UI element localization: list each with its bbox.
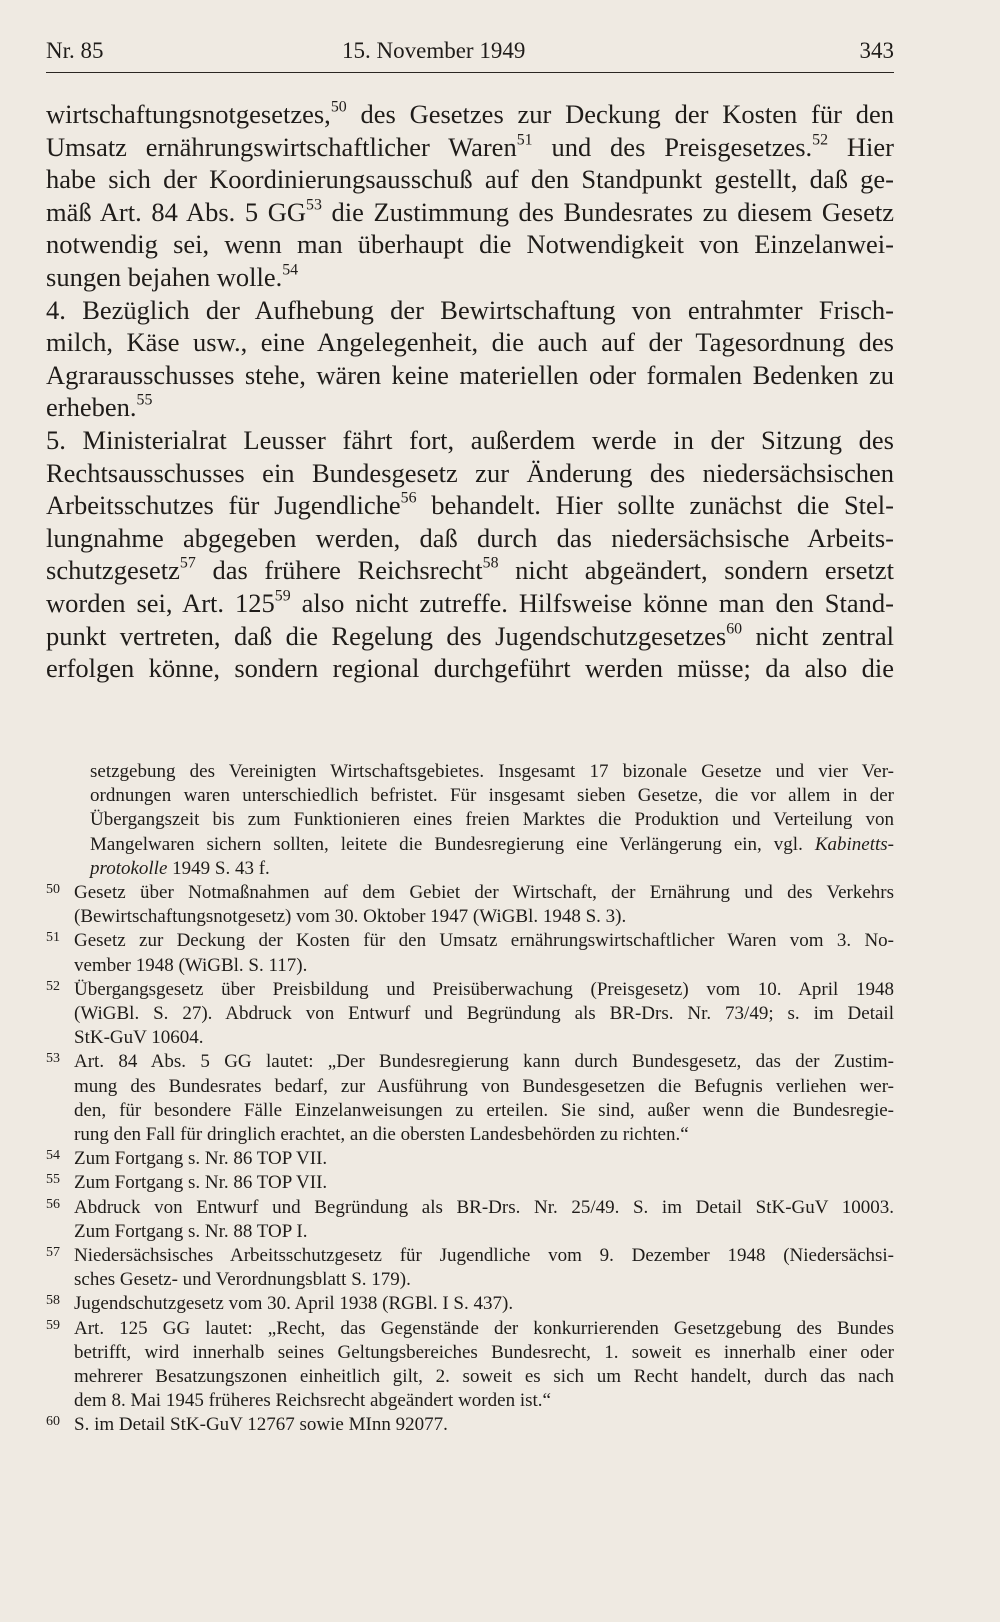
text-segment: behandelt. Hier sollte zunächst die Stel- [416, 490, 894, 521]
footnote-ref: 56 [400, 489, 417, 507]
footnote [46, 1244, 894, 1292]
footnote-line: Niedersächsisches Arbeitsschutzgesetz für Jugendliche vom 9. Dezember 1948 (Niedersächsi- [74, 1245, 894, 1267]
footnote [46, 1413, 894, 1437]
footnote-number: 57 [46, 1245, 60, 1261]
text-segment: milch, Käse usw., eine Angelegenheit, die auch auf der Tagesordnung des [46, 327, 894, 358]
text-segment: das frühere Reichsrecht [195, 555, 483, 586]
text-line [46, 620, 894, 653]
main-text [46, 98, 894, 685]
footnote-ref: 59 [274, 587, 291, 605]
text-segment: schutzgesetz [46, 555, 180, 586]
text-line [46, 228, 894, 261]
footnote-ref: 50 [330, 98, 347, 116]
footnote [46, 1147, 894, 1171]
footnote-line: setzgebung des Vereinigten Wirtschaftsgebietes. Insgesamt 17 bizonale Gesetze und vier Ver- [90, 761, 894, 782]
footnote-ref: 60 [726, 620, 743, 638]
text-line [46, 261, 894, 294]
footnote-line: sches Gesetz- und Verordnungsblatt S. 179). [74, 1269, 411, 1291]
footnote-line: Zum Fortgang s. Nr. 86 TOP VII. [74, 1148, 328, 1170]
footnote-line: den, für besondere Fälle Einzelanweisungen zu erteilen. Sie sind, außer wenn die Bundesregie- [74, 1099, 894, 1121]
footnote-number: 59 [46, 1317, 60, 1333]
text-line [46, 326, 894, 359]
footnote-line: ordnungen waren unterschiedlich befristet. Für insgesamt sieben Gesetze, die vor allem in der [90, 785, 894, 807]
footnote-line: S. im Detail StK-GuV 12767 sowie MInn 92077. [74, 1414, 448, 1436]
footnote [46, 1196, 894, 1244]
text-segment: erheben. [46, 392, 137, 423]
footnote-line [90, 833, 894, 857]
footnote-line: Art. 125 GG lautet: „Recht, das Gegenstände der konkurrierenden Gesetzgebung des Bundes [74, 1317, 894, 1339]
text-segment: 4. Bezüglich der Aufhebung der Bewirtschaftung von entrahmter Frisch- [46, 294, 894, 325]
text-line [46, 587, 894, 620]
text-line [46, 163, 894, 196]
header-date: 15. November 1949 [342, 38, 526, 63]
footnote-line: Gesetz über Notmaßnahmen auf dem Gebiet der Wirtschaft, der Ernährung und des Verkehrs [74, 882, 894, 904]
footnote-ref: 57 [179, 554, 196, 572]
footnote-line: dem 8. Mai 1945 früheres Reichsrecht abgeändert worden ist.“ [74, 1390, 551, 1412]
footnote-line: Gesetz zur Deckung der Kosten für den Umsatz ernährungswirtschaftlicher Waren vom 3. No- [74, 930, 894, 952]
text-segment: habe sich der Koordinierungsausschuß auf den Standpunkt gestellt, daß ge- [46, 164, 894, 195]
text-segment: sungen bejahen wolle. [46, 261, 283, 292]
footnote-continuation [46, 760, 894, 881]
text-segment: Rechtsausschusses ein Bundesgesetz zur Änderung des niedersächsischen [46, 457, 894, 488]
footnote-line: (Bewirtschaftungsnotgesetz) vom 30. Oktober 1947 (WiGBl. 1948 S. 3). [74, 906, 627, 928]
footnote-line: Übergangsgesetz über Preisbildung und Preisüberwachung (Preisgesetz) vom 10. April 1948 [74, 978, 894, 1000]
footnote-ref: 54 [282, 261, 299, 279]
footnotes [46, 760, 894, 1438]
footnote-ref: 58 [482, 554, 499, 572]
footnote [46, 1292, 894, 1316]
text-line [46, 489, 894, 522]
text-line [46, 131, 894, 164]
text-line [46, 554, 894, 587]
text-segment: nicht zentral [742, 620, 895, 651]
footnote-ref: 52 [812, 131, 829, 149]
footnote-ref: 55 [136, 391, 153, 409]
footnote-number: 51 [46, 930, 60, 946]
text-segment: Arbeitsschutzes für Jugendliche [46, 490, 401, 521]
text-segment: punkt vertreten, daß die Regelung des Jugendschutzgesetzes [46, 620, 727, 651]
footnote-line: mehrerer Besatzungszonen einheitlich gilt, 2. soweit es sich um Recht handelt, durch das nach [74, 1366, 894, 1388]
footnote [46, 929, 894, 977]
text-line [46, 457, 894, 490]
footnote [46, 1317, 894, 1414]
text-segment: also nicht zutreffe. Hilfsweise könne man den Stand- [290, 587, 894, 618]
text-segment: Umsatz ernährungswirtschaftlicher Waren [46, 131, 517, 162]
footnote-number: 54 [46, 1148, 60, 1164]
running-header [46, 38, 894, 73]
text-segment: des Gesetzes zur Deckung der Kosten für den [346, 99, 894, 129]
footnote-line: StK-GuV 10604. [74, 1027, 204, 1049]
footnote-number: 50 [46, 882, 60, 898]
text-line [46, 294, 894, 327]
text-segment: erfolgen könne, sondern regional durchgeführt werden müsse; da also die [46, 653, 894, 684]
footnote-line: mung des Bundesrates bedarf, zur Ausführung von Bundesgesetzen die Befugnis verliehen wer- [74, 1075, 894, 1097]
footnote-ref: 53 [306, 196, 322, 214]
footnote-line: Art. 84 Abs. 5 GG lautet: „Der Bundesregierung kann durch Bundesgesetz, das der Zustim- [74, 1051, 894, 1073]
footnote [46, 1050, 894, 1147]
text-line [46, 652, 894, 685]
text-segment: nicht abgeändert, sondern ersetzt [498, 555, 894, 586]
footnote-number: 56 [46, 1196, 60, 1212]
text-segment: worden sei, Art. 125 [46, 587, 275, 618]
text-segment: Hier [828, 131, 894, 162]
text-segment: lungnahme abgegeben werden, daß durch das niedersächsische Arbeits- [46, 522, 894, 553]
text-line [46, 424, 894, 457]
text-segment: 1949 S. 43 f. [167, 857, 270, 879]
footnote-line [90, 857, 894, 881]
footnote [46, 978, 894, 1051]
text-segment: Agrarausschusses stehe, wären keine materiellen oder formalen Bedenken zu [46, 359, 894, 390]
text-segment: mäß Art. 84 Abs. 5 GG [46, 196, 307, 227]
footnote-line: Abdruck von Entwurf und Begründung als BR-Drs. Nr. 25/49. S. im Detail StK-GuV 10003. [74, 1196, 894, 1218]
footnote-ref: 51 [516, 131, 533, 149]
text-segment: 5. Ministerialrat Leusser fährt fort, außerdem werde in der Sitzung des [46, 424, 894, 455]
footnote-number: 53 [46, 1051, 60, 1067]
footnote-line: Jugendschutzgesetz vom 30. April 1938 (RGBl. I S. 437). [74, 1293, 514, 1315]
text-segment: wirtschaftungsnotgesetzes, [46, 99, 331, 129]
footnote-line: (WiGBl. S. 27). Abdruck von Entwurf und Begründung als BR-Drs. Nr. 73/49; s. im Detail [74, 1003, 894, 1025]
text-line [46, 522, 894, 555]
text-line [46, 359, 894, 392]
text-segment: und des Preisgesetzes. [532, 131, 813, 162]
footnote-number: 55 [46, 1172, 60, 1188]
footnote-line: Zum Fortgang s. Nr. 86 TOP VII. [74, 1172, 328, 1194]
italic-title: protokolle [90, 857, 168, 879]
text-line [46, 196, 894, 229]
footnote-line: Zum Fortgang s. Nr. 88 TOP I. [74, 1220, 308, 1242]
footnote-number: 52 [46, 978, 60, 994]
footnote-line: vember 1948 (WiGBl. S. 117). [74, 954, 308, 976]
footnote-line: Übergangszeit bis zum Funktionieren eines freien Marktes die Produktion und Verteilung von [90, 809, 894, 831]
text-line [46, 98, 894, 131]
text-segment: Mangelwaren sichern sollten, leitete die Bundesregierung eine Verlängerung ein, vgl. [90, 833, 815, 855]
footnote-number: 60 [46, 1414, 60, 1430]
footnote-number: 58 [46, 1293, 60, 1309]
italic-title: Kabinetts- [814, 833, 894, 855]
page-number: 343 [859, 38, 894, 63]
document-number: Nr. 85 [46, 38, 104, 63]
footnote [46, 1171, 894, 1195]
text-line [46, 391, 894, 424]
footnote-line: rung den Fall für dringlich erachtet, an die obersten Landesbehörden zu richten.“ [74, 1124, 689, 1146]
text-segment: notwendig sei, wenn man überhaupt die Notwendigkeit von Einzelanwei- [46, 229, 894, 260]
footnote [46, 881, 894, 929]
footnote-line: betrifft, wird innerhalb seines Geltungsbereiches Bundesrecht, 1. soweit es innerhalb einer oder [74, 1341, 894, 1363]
text-segment: die Zustimmung des Bundesrates zu diesem Gesetz [321, 196, 894, 227]
